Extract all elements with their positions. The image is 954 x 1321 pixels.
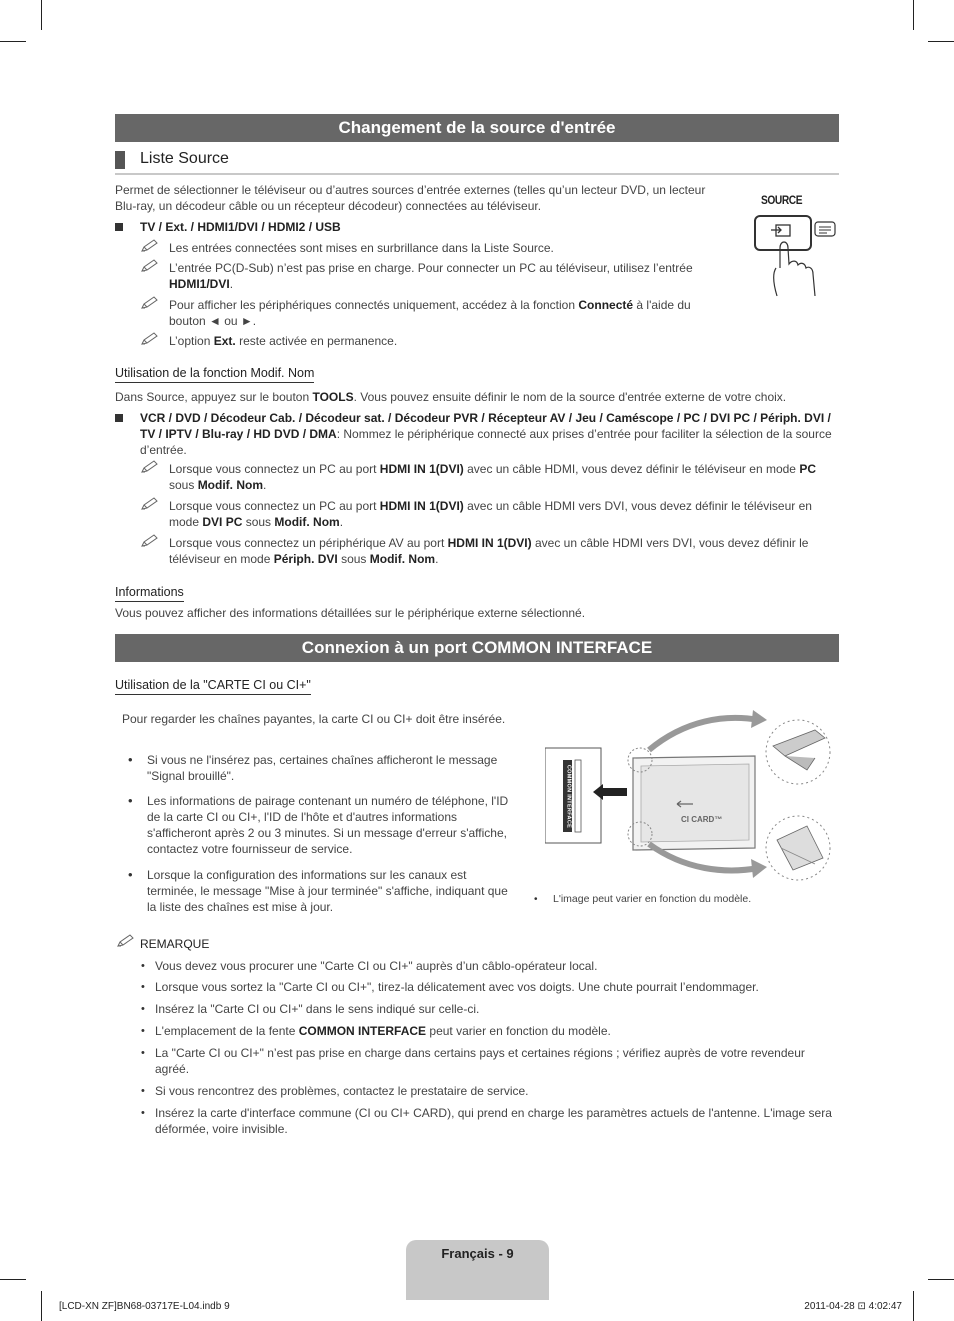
text-run: avec un câble HDMI, vous devez définir le téléviseur en mode (463, 462, 800, 476)
remarque-item: La "Carte CI ou CI+" n’est pas prise en charge dans certains pays et certaines régions ; vérifiez auprès de votre revendeur agréé. (155, 1046, 805, 1076)
text-run-bold: Ext. (213, 334, 236, 348)
note-highlight: Les entrées connectées sont mises en surbrillance dans la Liste Source. (169, 241, 554, 255)
liste-source-intro: Permet de sélectionner le téléviseur ou d’autres sources d’entrée externes (telles qu’un lecteur DVD, un lecteur Blu-ray, un décodeur câble ou un récepteur décodeur) connectées au téléviseur. (115, 183, 706, 213)
ci-bullet-signal: Si vous ne l'insérez pas, certaines chaînes afficheront le message "Signal brouillé". (147, 753, 498, 783)
note-pencil-icon (116, 933, 136, 949)
text-run: Pour afficher les périphériques connectés uniquement, accédez à la fonction (169, 298, 579, 312)
crop-mark (913, 1291, 914, 1321)
ci-card-illustration (545, 708, 835, 883)
section-title-common-interface: Connexion à un port COMMON INTERFACE (115, 634, 839, 662)
bullet-dot: • (141, 1085, 145, 1097)
text-run-bold: DVI PC (202, 515, 243, 529)
text-run: . (435, 552, 439, 566)
list-square-bullet (115, 414, 123, 422)
bullet-dot: • (128, 793, 133, 808)
text-run-bold: Modif. Nom (274, 515, 340, 529)
text-run: L’option (169, 334, 214, 348)
list-square-bullet (115, 223, 123, 231)
note-pencil-icon (140, 496, 160, 512)
note-ext (169, 333, 729, 349)
bullet-dot: • (141, 981, 145, 993)
bullet-dot: • (141, 960, 145, 972)
subheading-liste-source (115, 149, 839, 175)
ci-card-drawing (545, 708, 835, 883)
remarque-item: Si vous rencontrez des problèmes, contactez le prestataire de service. (155, 1084, 529, 1098)
text-run: sous (169, 478, 198, 492)
crop-mark (41, 0, 42, 30)
page-number: Français - 9 (441, 1246, 514, 1261)
bullet-dot: • (128, 752, 133, 767)
text-run-bold: HDMI IN 1(DVI) (379, 462, 464, 476)
note-connecte (169, 297, 729, 329)
text-run-bold: Modif. Nom (369, 552, 436, 566)
source-label: SOURCE (761, 193, 803, 207)
heading-carte-ci: Utilisation de la "CARTE CI ou CI+" (115, 677, 311, 695)
note-pencil-icon (140, 459, 160, 475)
text-run: sous (242, 515, 275, 529)
bullet-dot: • (141, 1025, 145, 1037)
ci-bullet-pairing: Les informations de pairage contenant un numéro de téléphone, l'ID de la carte CI ou CI+, l'ID de l'hôte et d'autres informations s'afficheront après 2 ou 3 minutes. Si un message d'erreur s'affiche, contactez votre fournisseur de service. (147, 794, 509, 856)
remarque-item: Lorsque vous sortez la "Carte CI ou CI+", tirez-la délicatement avec vos doigts. Une chute pourrait l’endommager. (155, 980, 759, 994)
text-run-bold: TOOLS (312, 390, 354, 404)
text-run: avec un câble HDMI vers DVI, vous devez définir le téléviseur en mode (169, 536, 809, 566)
text-run: . Vous pouvez ensuite définir le nom de la source d'entrée externe de votre choix. (353, 390, 787, 404)
subheading-label: Liste Source (140, 150, 229, 167)
text-run: Lorsque vous connectez un PC au port (169, 499, 380, 513)
bullet-dot: • (141, 1107, 145, 1119)
ci-slot-label: COMMON INTERFACE (565, 764, 572, 829)
subheading-marker (115, 151, 125, 169)
note-pencil-icon (140, 238, 160, 254)
note-av-dvi (169, 535, 841, 567)
text-run: Lorsque vous connectez un périphérique AV au port (169, 536, 448, 550)
ci-caption: L'image peut varier en fonction du modèle. (553, 893, 752, 905)
text-run: sous (337, 552, 370, 566)
crop-mark (41, 1291, 42, 1321)
modif-nom-intro (115, 389, 845, 405)
file-info: [LCD-XN ZF]BN68-03717E-L04.indb 9 (59, 1301, 230, 1312)
text-run-bold: COMMON INTERFACE (298, 1024, 427, 1038)
remarque-heading: REMARQUE (140, 937, 210, 951)
bullet-dot: • (141, 1003, 145, 1015)
text-run: reste activée en permanence. (235, 334, 398, 348)
ci-bullet-update: Lorsque la configuration des informations sur les canaux est terminée, le message "Mise à jour terminée" s'affiche, indiquant que la liste des chaînes est mise à jour. (147, 868, 508, 914)
text-run: Dans Source, appuyez sur le bouton (115, 390, 313, 404)
text-run-bold: HDMI IN 1(DVI) (447, 536, 532, 550)
section-title-source: Changement de la source d'entrée (115, 114, 839, 142)
bullet-dot: • (141, 1047, 145, 1059)
remarque-item: Insérez la carte d'interface commune (CI ou CI+ CARD), qui prend en charge les paramètres actuels de l'antenne. L'image sera déformée, voire invisible. (155, 1106, 832, 1136)
text-run: L’entrée PC(D-Sub) n’est pas prise en charge. Pour connecter un PC au téléviseur, utilisez l’entrée (169, 261, 693, 275)
heading-modif-nom: Utilisation de la fonction Modif. Nom (115, 365, 314, 383)
note-pc-hdmi (169, 461, 841, 493)
ci-card-label: CI CARD™ (681, 815, 723, 824)
remarque-item: Vous devez vous procurer une "Carte CI ou CI+" auprès d’un câblo-opérateur local. (155, 959, 598, 973)
note-pencil-icon (140, 533, 160, 549)
bullet-dot: • (128, 867, 133, 882)
informations-text: Vous pouvez afficher des informations détaillées sur le périphérique externe sélectionné. (115, 606, 586, 620)
text-run: peut varier en fonction du modèle. (426, 1024, 611, 1038)
text-run: à l'aide du bouton ◄ ou ►. (169, 298, 691, 328)
date-info: 2011-04-28 ⊡ 4:02:47 (804, 1301, 902, 1312)
crop-mark (928, 1279, 954, 1280)
remarque-item: Insérez la "Carte CI ou CI+" dans le sens indiqué sur celle-ci. (155, 1002, 480, 1016)
liste-source-inputs: TV / Ext. / HDMI1/DVI / HDMI2 / USB (140, 220, 341, 234)
note-pc-dvi (169, 498, 841, 530)
text-run-bold: PC (799, 462, 816, 476)
text-run-bold: VCR / DVD / Décodeur Cab. / Décodeur sat. / Décodeur PVR / Récepteur AV / Jeu / Caméscope / PC / DVI PC / Périph. DVI / TV / IPTV / Blu-ray / HD DVD / DMA (140, 411, 831, 441)
ci-intro: Pour regarder les chaînes payantes, la carte CI ou CI+ doit être insérée. (122, 712, 506, 726)
text-run: Lorsque vous connectez un PC au port (169, 462, 380, 476)
text-run: avec un câble HDMI vers DVI, vous devez définir le téléviseur en mode (169, 499, 812, 529)
text-run: . (229, 277, 234, 291)
page-number-tab (406, 1240, 549, 1300)
text-run: . (263, 478, 267, 492)
remarque-item (155, 1023, 835, 1039)
source-button-illustration (752, 190, 842, 300)
text-run-bold: Connecté (578, 298, 634, 312)
note-pc-dsub (169, 260, 729, 292)
note-pencil-icon (140, 258, 160, 274)
heading-informations: Informations (115, 584, 184, 602)
remote-hand-icon (752, 190, 842, 300)
text-run-bold: HDMI1/DVI (169, 277, 230, 291)
text-run-bold: Modif. Nom (197, 478, 264, 492)
modif-nom-devices (140, 410, 842, 458)
bullet-dot: • (534, 894, 538, 905)
crop-mark (913, 0, 914, 30)
text-run: . (339, 515, 344, 529)
text-run-bold: Périph. DVI (273, 552, 338, 566)
crop-mark (0, 41, 26, 42)
ci-slot (558, 766, 578, 836)
text-run-bold: HDMI IN 1(DVI) (379, 499, 464, 513)
crop-mark (0, 1279, 26, 1280)
note-pencil-icon (140, 331, 160, 347)
text-run: : Nommez le périphérique connecté aux prises d’entrée pour faciliter la sélection de la source d’entrée. (140, 427, 832, 457)
crop-mark (928, 41, 954, 42)
text-run: L'emplacement de la fente (155, 1024, 299, 1038)
note-pencil-icon (140, 295, 160, 311)
